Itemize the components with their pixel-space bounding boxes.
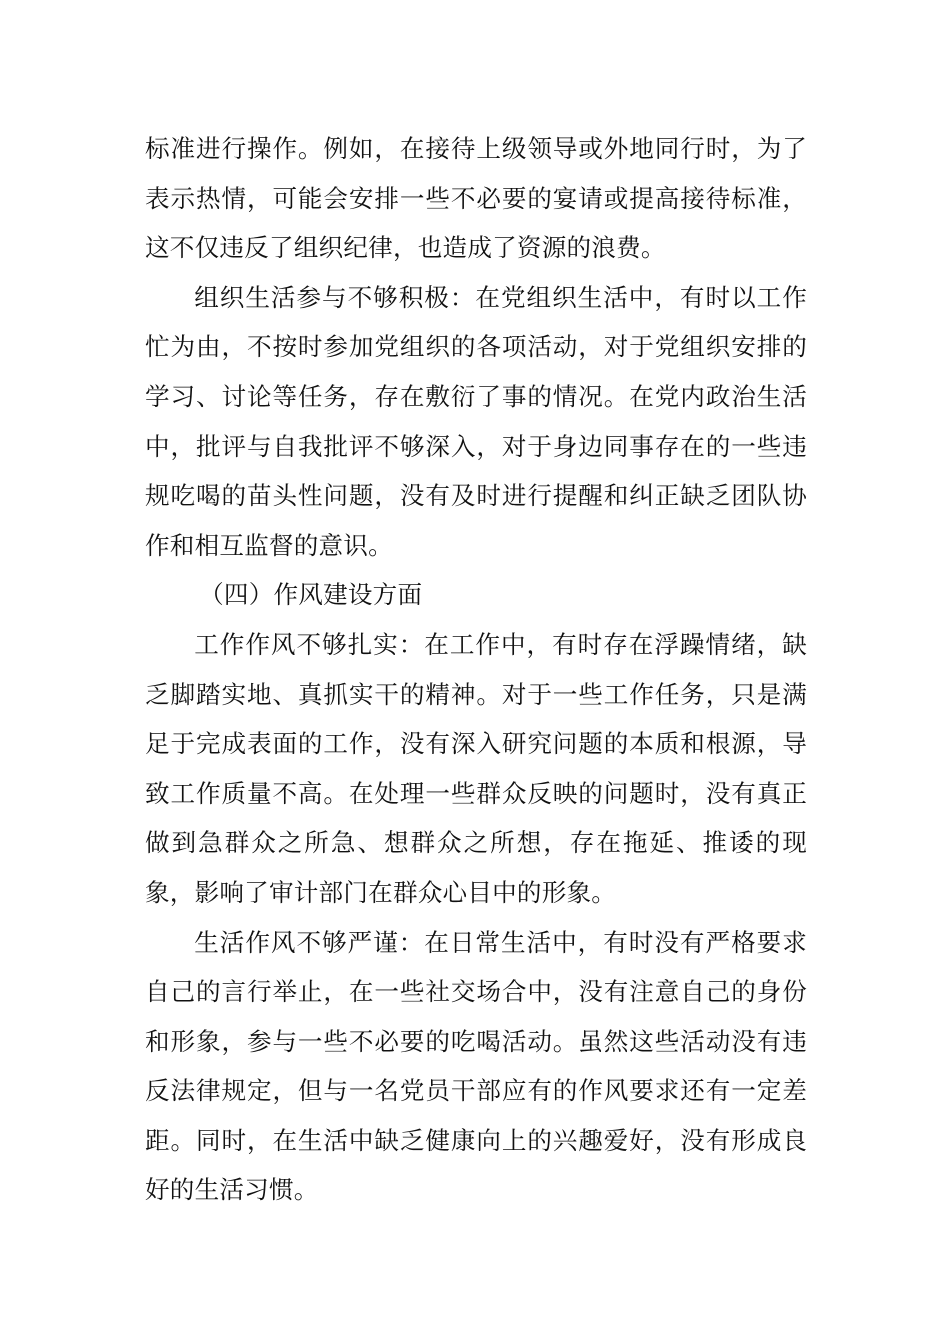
section-heading-work-style: （四）作风建设方面 bbox=[199, 580, 423, 610]
document-body bbox=[145, 124, 807, 1215]
paragraph-work-style: 工作作风不够扎实：在工作中，有时存在浮躁情绪，缺乏脚踏实地、真抓实干的精神。对于一些工作任务，只是满足于完成表面的工作，没有深入研究问题的本质和根源，导致工作质量不高。在处理一些群众反映的问题时，没有真正做到急群众之所急、想群众之所想，存在拖延、推诿的现象，影响了审计部门在群众心目中的形象。 bbox=[145, 629, 807, 907]
paragraph-organizational-life: 组织生活参与不够积极：在党组织生活中，有时以工作忙为由，不按时参加党组织的各项活动，对于党组织安排的学习、讨论等任务，存在敷衍了事的情况。在党内政治生活中，批评与自我批评不够深入，对于身边同事存在的一些违规吃喝的苗头性问题，没有及时进行提醒和纠正缺乏团队协作和相互监督的意识。 bbox=[145, 282, 807, 560]
paragraph-life-style: 生活作风不够严谨：在日常生活中，有时没有严格要求自己的言行举止，在一些社交场合中，没有注意自己的身份和形象，参与一些不必要的吃喝活动。虽然这些活动没有违反法律规定，但与一名党员干部应有的作风要求还有一定差距。同时，在生活中缺乏健康向上的兴趣爱好，没有形成良好的生活习惯。 bbox=[145, 927, 807, 1205]
paragraph-continued-reception-standards: 标准进行操作。例如，在接待上级领导或外地同行时，为了表示热情，可能会安排一些不必要的宴请或提高接待标准，这不仅违反了组织纪律，也造成了资源的浪费。 bbox=[145, 134, 807, 263]
